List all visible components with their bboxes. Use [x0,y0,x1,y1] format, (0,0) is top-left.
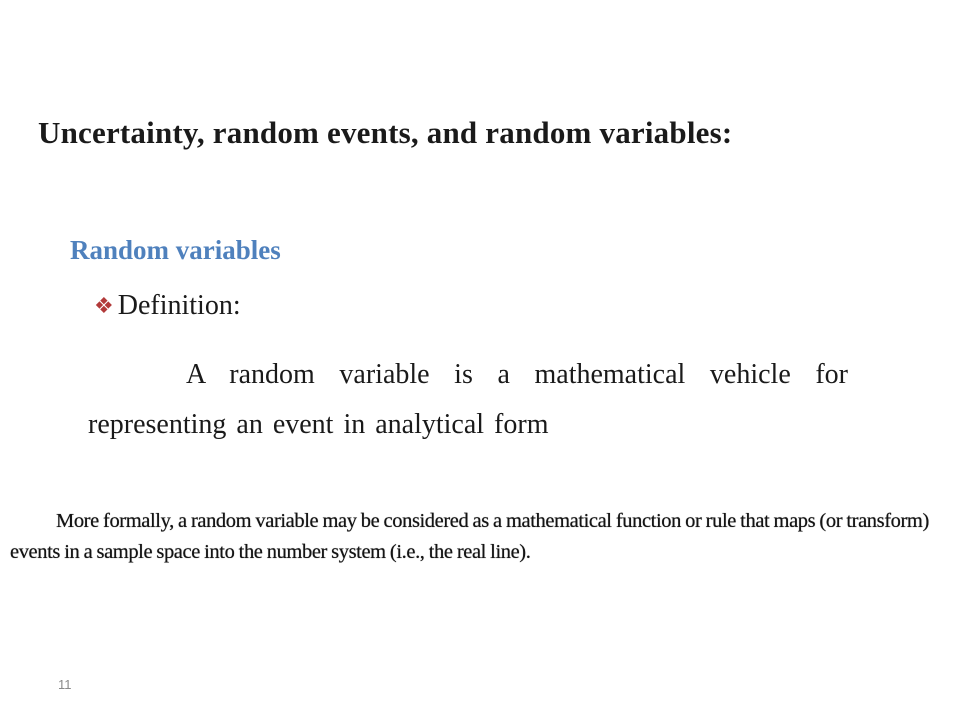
page-number: 11 [58,677,72,692]
slide-title: Uncertainty, random events, and random variables: [38,115,733,150]
diamond-bullet-icon: ❖ [94,293,114,318]
bullet-label: Definition: [117,290,241,321]
scanned-note-text: More formally, a random variable may be considered as a mathematical function or rule that maps (or transform) events in a sample space into the number system (i.e., the real line). [10,510,929,563]
definition-bullet [94,286,241,326]
section-subtitle: Random variables [70,235,281,265]
definition-text: A random variable is a mathematical vehicle for representing an event in analytical form [88,359,848,440]
